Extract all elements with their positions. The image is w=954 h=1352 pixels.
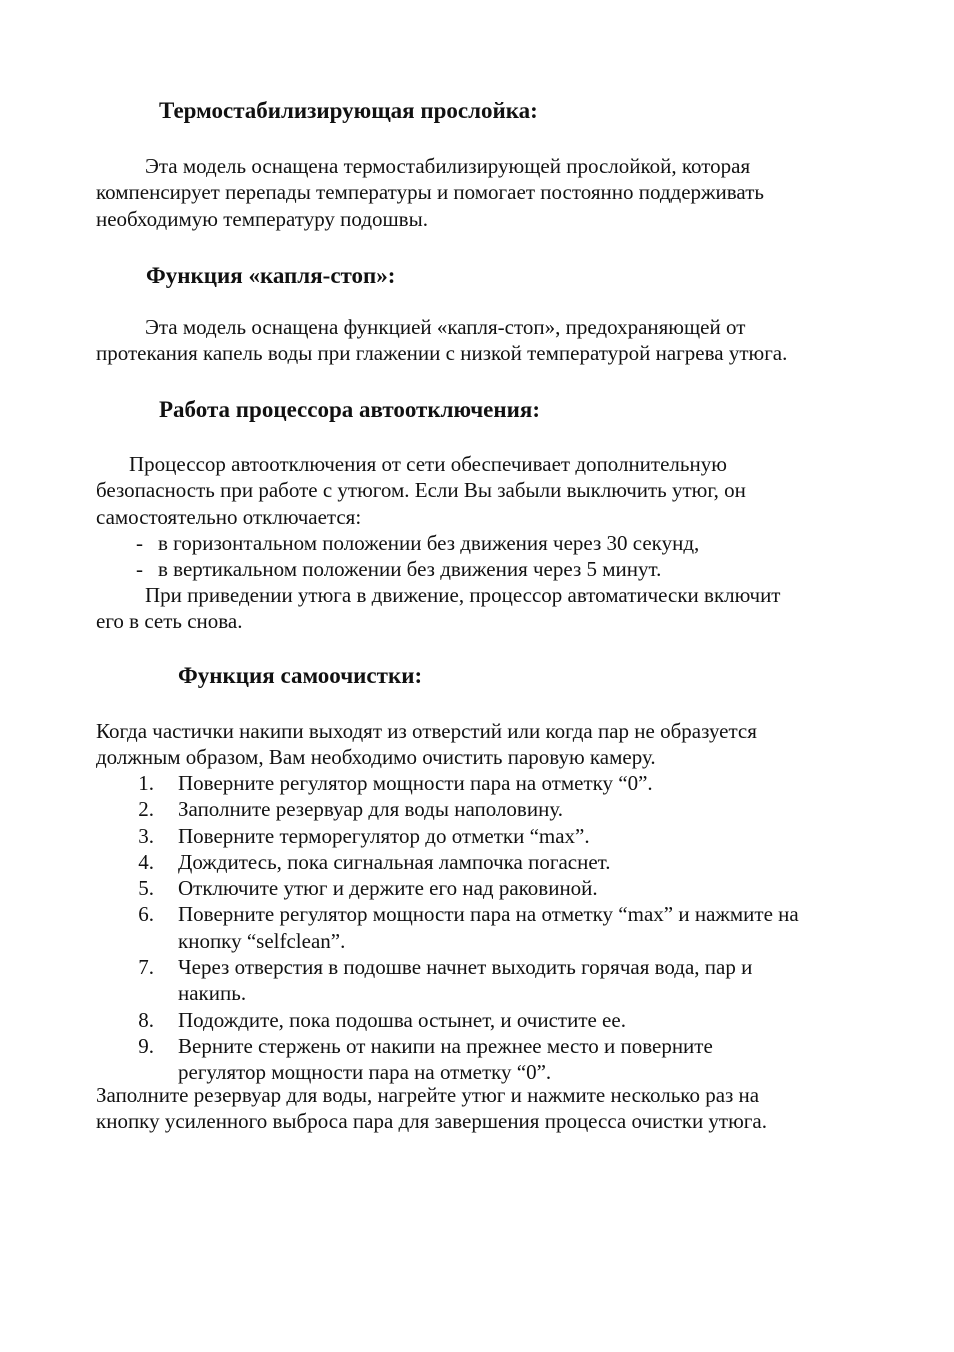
paragraph-drip-stop [96,314,876,367]
text-line: Заполните резервуар для воды, нагрейте утюг и нажмите несколько раз на [96,1083,760,1107]
text-line: Поверните терморегулятор до отметки “max”. [178,823,590,848]
list-item [96,849,876,875]
text-line: кнопку усиленного выброса пара для завершения процесса очистки утюга. [96,1109,767,1134]
text-line: Подождите, пока подошва остынет, и очистите ее. [178,1007,626,1032]
text-line: самостоятельно отключается: [96,504,362,529]
list-item-text: в горизонтальном положении без движения через 30 секунд, [158,531,700,555]
text-line: Заполните резервуар для воды наполовину. [178,797,563,822]
text-line: Процессор автоотключения от сети обеспечивает дополнительную [129,452,727,476]
heading-drip-stop: Функция «капля-стоп»: [146,263,396,288]
text-line: кнопку “selfclean”. [178,928,346,953]
paragraph-self-clean-intro [96,718,876,771]
dash-bullet: - [136,531,143,555]
text-line: должным образом, Вам необходимо очистить паровую камеру. [96,745,656,770]
heading-self-clean: Функция самоочистки: [178,663,423,688]
text-line: Когда частички накипи выходят из отверстий или когда пар не образуется [96,719,757,743]
list-item-text: в вертикальном положении без движения через 5 минут. [158,557,662,582]
list-item-text [178,954,876,1007]
list-item-text [178,1007,876,1033]
text-line: его в сеть снова. [96,609,243,634]
text-line: Поверните регулятор мощности пара на отметку “0”. [178,771,653,795]
list-item-text [178,796,876,822]
list-item [96,875,876,901]
heading-auto-off: Работа процессора автоотключения: [159,397,540,422]
text-line: регулятор мощности пара на отметку “0”. [178,1060,552,1085]
list-item-text [178,823,876,849]
paragraph-auto-off [96,451,876,530]
text-line: протекания капель воды при глажении с низкой температурой нагрева утюга. [96,341,788,366]
text-line: необходимую температуру подошвы. [96,206,428,231]
text-line: безопасность при работе с утюгом. Если Вы забыли выключить утюг, он [96,478,746,503]
text-line: Через отверстия в подошве начнет выходить горячая вода, пар и [178,955,753,980]
list-number: 3. [138,823,154,848]
list-item [96,1033,876,1086]
auto-off-bullet-list [136,530,699,583]
list-item [96,1007,876,1033]
text-line: накипь. [178,981,247,1006]
list-item [96,901,876,954]
list-item-text [178,1033,876,1086]
list-number: 1. [138,771,154,795]
list-item [136,556,699,582]
list-item [96,770,876,796]
list-number: 2. [138,797,154,822]
text-line: При приведении утюга в движение, процессор автоматически включит [145,583,781,607]
self-clean-steps-list [96,770,876,1086]
list-item-text [178,849,876,875]
list-item [96,796,876,822]
list-number: 8. [138,1007,154,1032]
text-line: Поверните регулятор мощности пара на отметку “max” и нажмите на [178,902,799,927]
list-number: 5. [138,876,154,901]
text-line: Эта модель оснащена функцией «капля-стоп», предохраняющей от [145,315,746,339]
text-line: компенсирует перепады температуры и помогает постоянно поддерживать [96,180,764,205]
list-item [96,954,876,1007]
list-number: 9. [138,1033,154,1058]
dash-bullet: - [136,557,143,582]
text-line: Отключите утюг и держите его над раковиной. [178,876,598,901]
text-line: Эта модель оснащена термостабилизирующей прослойкой, которая [145,154,751,178]
list-number: 6. [138,902,154,927]
list-item-text [178,875,876,901]
list-number: 7. [138,955,154,980]
list-item [136,530,699,556]
heading-thermo-layer: Термостабилизирующая прослойка: [159,98,538,123]
paragraph-thermo [96,153,876,232]
list-number: 4. [138,849,154,874]
list-item-text [178,901,876,954]
paragraph-self-clean-outro [96,1082,876,1135]
text-line: Верните стержень от накипи на прежнее место и поверните [178,1033,713,1058]
paragraph-auto-off-closing [96,582,876,635]
list-item-text [178,770,876,796]
text-line: Дождитесь, пока сигнальная лампочка погаснет. [178,849,611,874]
list-item [96,823,876,849]
